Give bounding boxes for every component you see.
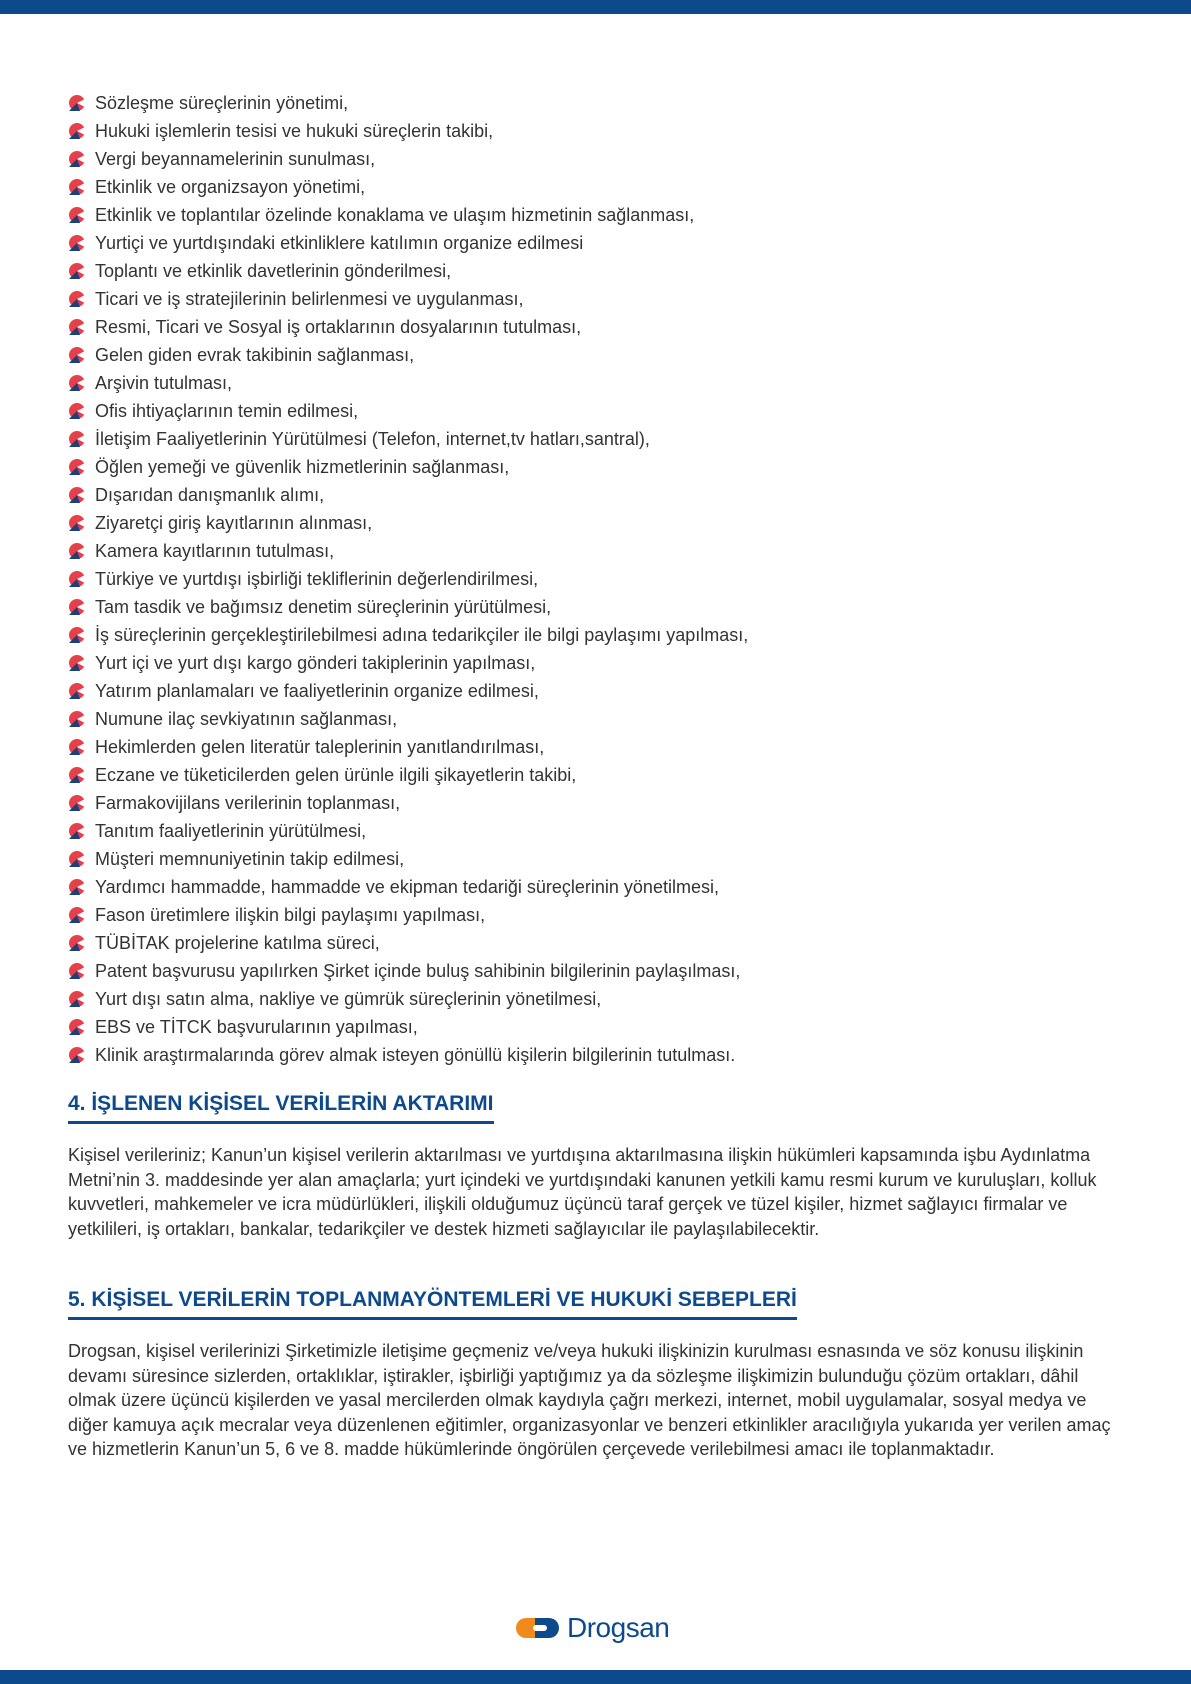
bullet-text: Yardımcı hammadde, hammadde ve ekipman tedariği süreçlerinin yönetilmesi, — [95, 876, 719, 897]
bullet-item — [68, 173, 1128, 201]
bullet-item — [68, 957, 1128, 985]
bullet-text: Kamera kayıtlarının tutulması, — [95, 540, 335, 561]
bullet-text: Sözleşme süreçlerinin yönetimi, — [95, 92, 349, 113]
section-4-body: Kişisel verileriniz; Kanun’un kişisel verilerin aktarılması ve yurtdışına aktarılmasına ilişkin hükümleri kapsamında işbu Aydınlatma Metni’nin 3. maddesinde yer alan amaçlarla; yurt içindeki ve yurtdışındaki kanunen yetkili kamu resmi kurum ve kuruluşları, kolluk kuvvetleri, mahkemeler ve icra müdürlükleri, ilişkili olduğumuz üçüncü taraf gerçek ve tüzel kişiler, hizmet sağlayıcı firmalar ve yetkilileri, iş ortakları, bankalar, tedarikçiler ve destek hizmeti sağlayıcılar ile paylaşılabilecektir. — [68, 1145, 1097, 1239]
brand-name: Drogsan — [567, 1612, 670, 1643]
bullet-item — [68, 677, 1128, 705]
bullet-text: Farmakovijilans verilerinin toplanması, — [95, 792, 401, 813]
bullet-icon — [68, 318, 86, 336]
bullet-text: Etkinlik ve toplantılar özelinde konaklama ve ulaşım hizmetinin sağlanması, — [95, 204, 695, 225]
bullet-item — [68, 1041, 1128, 1069]
bullet-item — [68, 509, 1128, 537]
bullet-text: Ofis ihtiyaçlarının temin edilmesi, — [95, 400, 359, 421]
bullet-text: Müşteri memnuniyetinin takip edilmesi, — [95, 848, 405, 869]
bullet-icon — [68, 486, 86, 504]
bullet-text: Türkiye ve yurtdışı işbirliği tekliflerinin değerlendirilmesi, — [95, 568, 539, 589]
bullet-text: Gelen giden evrak takibinin sağlanması, — [95, 344, 415, 365]
bullet-text: Tanıtım faaliyetlerinin yürütülmesi, — [95, 820, 367, 841]
bullet-item — [68, 985, 1128, 1013]
bullet-item — [68, 425, 1128, 453]
bullet-text: Yurt içi ve yurt dışı kargo gönderi takiplerinin yapılması, — [95, 652, 536, 673]
bottom-accent-bar — [0, 1670, 1191, 1684]
bullet-icon — [68, 178, 86, 196]
bullet-item — [68, 145, 1128, 173]
bullet-item — [68, 733, 1128, 761]
bullet-item — [68, 285, 1128, 313]
bullet-icon — [68, 262, 86, 280]
bullet-icon — [68, 346, 86, 364]
bullet-icon — [68, 122, 86, 140]
bullet-text: Öğlen yemeği ve güvenlik hizmetlerinin sağlanması, — [95, 456, 510, 477]
bullet-item — [68, 1013, 1128, 1041]
bullet-text: Yurt dışı satın alma, nakliye ve gümrük süreçlerinin yönetilmesi, — [95, 988, 602, 1009]
bullet-text: Ziyaretçi giriş kayıtlarının alınması, — [95, 512, 373, 533]
bullet-icon — [68, 234, 86, 252]
bullet-icon — [68, 542, 86, 560]
bullet-text: Yurtiçi ve yurtdışındaki etkinliklere katılımın organize edilmesi — [95, 232, 584, 253]
drogsan-logo — [515, 1612, 669, 1644]
section-5-heading: 5. KİŞİSEL VERİLERİN TOPLANMAYÖNTEMLERİ VE HUKUKİ SEBEPLERİ — [68, 1288, 797, 1320]
bullet-icon — [68, 206, 86, 224]
bullet-icon — [68, 374, 86, 392]
section-4-heading: 4. İŞLENEN KİŞİSEL VERİLERİN AKTARIMI — [68, 1092, 494, 1124]
bullet-item — [68, 341, 1128, 369]
bullet-item — [68, 369, 1128, 397]
bullet-icon — [68, 794, 86, 812]
bullet-item — [68, 229, 1128, 257]
bullet-item — [68, 481, 1128, 509]
bullet-text: Vergi beyannamelerinin sunulması, — [95, 148, 376, 169]
section-5-body: Drogsan, kişisel verilerinizi Şirketimizle iletişime geçmeniz ve/veya hukuki ilişkinizin kurulması esnasında ve söz konusu ilişkinin devamı süresince sizlerden, ortaklıklar, iştirakler, işbirliği yaptığımız ya da sözleşme ilişkimizin bulunduğu çözüm ortakları, dâhil olmak üzere üçüncü kişilerden ve yasal mercilerden olmak kaydıyla çağrı merkezi, internet, mobil uygulamalar, sosyal medya ve diğer kamuya açık mecralar veya düzenlenen eğitimler, organizasyonlar ve benzeri etkinlikler aracılığıyla yukarıda yer verilen amaç ve hizmetlerin Kanun’un 5, 6 ve 8. madde hükümlerinde öngörülen çerçevede verilebilmesi amacı ile toplanmaktadır. — [68, 1341, 1111, 1459]
drogsan-logo-icon — [515, 1616, 561, 1640]
bullet-icon — [68, 906, 86, 924]
bullet-icon — [68, 738, 86, 756]
bullet-text: Etkinlik ve organizsayon yönetimi, — [95, 176, 366, 197]
top-accent-bar — [0, 0, 1191, 14]
bullet-text: Toplantı ve etkinlik davetlerinin gönderilmesi, — [95, 260, 452, 281]
bullet-item — [68, 649, 1128, 677]
bullet-item — [68, 89, 1128, 117]
bullet-icon — [68, 430, 86, 448]
bullet-icon — [68, 878, 86, 896]
bullet-icon — [68, 626, 86, 644]
bullet-text: İş süreçlerinin gerçekleştirilebilmesi adına tedarikçiler ile bilgi paylaşımı yapılması, — [95, 624, 749, 645]
bullet-icon — [68, 1018, 86, 1036]
bullet-icon — [68, 822, 86, 840]
bullet-item — [68, 873, 1128, 901]
bullet-item — [68, 901, 1128, 929]
bullet-text: Eczane ve tüketicilerden gelen ürünle ilgili şikayetlerin takibi, — [95, 764, 577, 785]
bullet-item — [68, 201, 1128, 229]
bullet-icon — [68, 962, 86, 980]
bullet-item — [68, 705, 1128, 733]
bullet-text: Arşivin tutulması, — [95, 372, 233, 393]
bullet-item — [68, 817, 1128, 845]
bullet-item — [68, 117, 1128, 145]
bullet-text: Hukuki işlemlerin tesisi ve hukuki süreçlerin takibi, — [95, 120, 494, 141]
bullet-icon — [68, 990, 86, 1008]
bullet-text: Numune ilaç sevkiyatının sağlanması, — [95, 708, 398, 729]
bullet-text: TÜBİTAK projelerine katılma süreci, — [95, 932, 380, 953]
bullet-item — [68, 789, 1128, 817]
bullet-icon — [68, 570, 86, 588]
purpose-bullet-list — [68, 89, 1128, 1069]
bullet-text: Tam tasdik ve bağımsız denetim süreçlerinin yürütülmesi, — [95, 596, 552, 617]
bullet-item — [68, 929, 1128, 957]
bullet-text: Resmi, Ticari ve Sosyal iş ortaklarının dosyalarının tutulması, — [95, 316, 582, 337]
bullet-item — [68, 257, 1128, 285]
bullet-item — [68, 845, 1128, 873]
bullet-icon — [68, 682, 86, 700]
bullet-text: Dışarıdan danışmanlık alımı, — [95, 484, 325, 505]
bullet-text: Fason üretimlere ilişkin bilgi paylaşımı yapılması, — [95, 904, 486, 925]
bullet-item — [68, 593, 1128, 621]
bullet-text: İletişim Faaliyetlerinin Yürütülmesi (Telefon, internet,tv hatları,santral), — [95, 428, 650, 449]
bullet-text: Hekimlerden gelen literatür taleplerinin yanıtlandırılması, — [95, 736, 545, 757]
bullet-icon — [68, 1046, 86, 1064]
bullet-icon — [68, 850, 86, 868]
bullet-text: EBS ve TİTCK başvurularının yapılması, — [95, 1016, 418, 1037]
bullet-icon — [68, 514, 86, 532]
bullet-icon — [68, 766, 86, 784]
bullet-item — [68, 397, 1128, 425]
bullet-icon — [68, 94, 86, 112]
bullet-icon — [68, 654, 86, 672]
bullet-icon — [68, 290, 86, 308]
bullet-text: Yatırım planlamaları ve faaliyetlerinin organize edilmesi, — [95, 680, 539, 701]
bullet-item — [68, 537, 1128, 565]
bullet-icon — [68, 458, 86, 476]
bullet-item — [68, 761, 1128, 789]
bullet-text: Ticari ve iş stratejilerinin belirlenmesi ve uygulanması, — [95, 288, 524, 309]
bullet-icon — [68, 150, 86, 168]
bullet-text: Patent başvurusu yapılırken Şirket içinde buluş sahibinin bilgilerinin paylaşılması, — [95, 960, 741, 981]
bullet-icon — [68, 598, 86, 616]
bullet-icon — [68, 710, 86, 728]
bullet-item — [68, 565, 1128, 593]
bullet-text: Klinik araştırmalarında görev almak isteyen gönüllü kişilerin bilgilerinin tutulması. — [95, 1044, 736, 1065]
bullet-item — [68, 313, 1128, 341]
bullet-icon — [68, 402, 86, 420]
bullet-item — [68, 621, 1128, 649]
bullet-item — [68, 453, 1128, 481]
bullet-icon — [68, 934, 86, 952]
